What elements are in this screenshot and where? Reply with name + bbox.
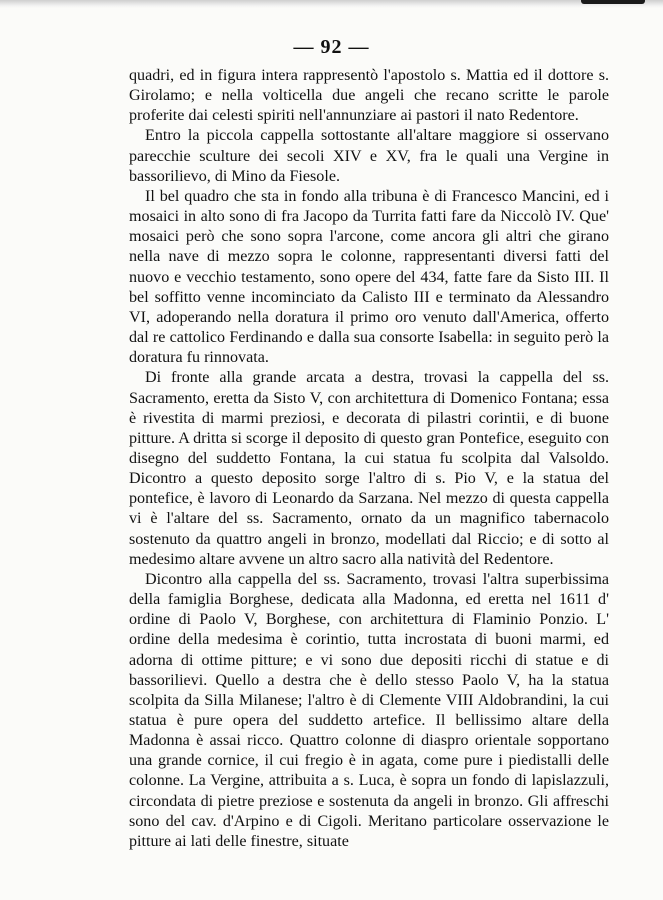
paragraph: Il bel quadro che sta in fondo alla tribuna è di Francesco Mancini, ed i mosaici in alto sono di fra Jacopo da Turrita fatti fare da Niccolò IV. Que' mosaici però che sono sopra l'arcone, come ancora gli altri che girano nella nave di mezzo sopra le colonne, rappresentanti diversi fatti del nuovo e vecchio testamento, sono opere del 434, fatte fare da Sisto III. Il bel soffitto venne incominciato da Calisto III e terminato da Alessandro VI, adoperando nella doratura il primo oro venuto dall'America, offerto dal re cattolico Ferdinando e dalla sua consorte Isabella: in seguito però la doratura fu rinnovata. (129, 187, 609, 367)
scan-top-edge (0, 0, 663, 8)
page-number: — 92 — (293, 36, 370, 58)
paragraph-continued: quadri, ed in figura intera rappresentò l'apostolo s. Mattia ed il dottore s. Girolamo; e nella volticella due angeli che recano scritte le parole proferite dai celesti spiriti nell'annunziare ai pastori il nato Redentore. (129, 67, 609, 125)
page-body-text (129, 66, 609, 852)
paragraph: Di fronte alla grande arcata a destra, trovasi la cappella del ss. Sacramento, eretta da Sisto V, con architettura di Domenico Fontana; essa è rivestita di marmi preziosi, e decorata di pilastri corintii, e di buone pitture. A dritta si scorge il deposito di questo gran Pontefice, eseguito con disegno del suddetto Fontana, la cui statua fu scolpita dal Valsoldo. Dicontro a questo deposito sorge l'altro di s. Pio V, e la statua del pontefice, è lavoro di Leonardo da Sarzana. Nel mezzo di questa cappella vi è l'altare del ss. Sacramento, ornato da un magnifico tabernacolo sostenuto da quattro angeli in bronzo, modellati dal Riccio; e di sotto al medesimo altare avvene un altro sacro alla natività del Redentore. (129, 369, 609, 568)
scan-edge-mark (581, 0, 645, 4)
paragraph: Dicontro alla cappella del ss. Sacramento, trovasi l'altra superbissima della famiglia Borghese, dedicata alla Madonna, ed eretta nel 1611 d' ordine di Paolo V, Borghese, con architettura di Flaminio Ponzio. L' ordine della medesima è corintio, tutta incrostata di buoni marmi, ed adorna di ottime pitture; e vi sono due depositi ricchi di statue e di bassorilievi. Quello a destra che è dello stesso Paolo V, ha la statua scolpita da Silla Milanese; l'altro è di Clemente VIII Aldobrandini, la cui statua è pure opera del suddetto artefice. Il bellissimo altare della Madonna è assai ricco. Quattro colonne di diaspro orientale sopportano una grande cornice, il cui fregio è in agata, come pure i piedistalli delle colonne. La Vergine, attribuita a s. Luca, è sopra un fondo di lapislazzuli, circondata di pietre preziose e sostenuta da angeli in bronzo. Gli affreschi sono del cav. d'Arpino e di Cigoli. Meritano particolare osservazione le pitture ai lati delle finestre, situate (129, 570, 609, 850)
paragraph: Entro la piccola cappella sottostante all'altare maggiore si osservano parecchie sculture dei secoli XIV e XV, fra le quali una Vergine in bassorilievo, di Mino da Fiesole. (129, 127, 609, 185)
